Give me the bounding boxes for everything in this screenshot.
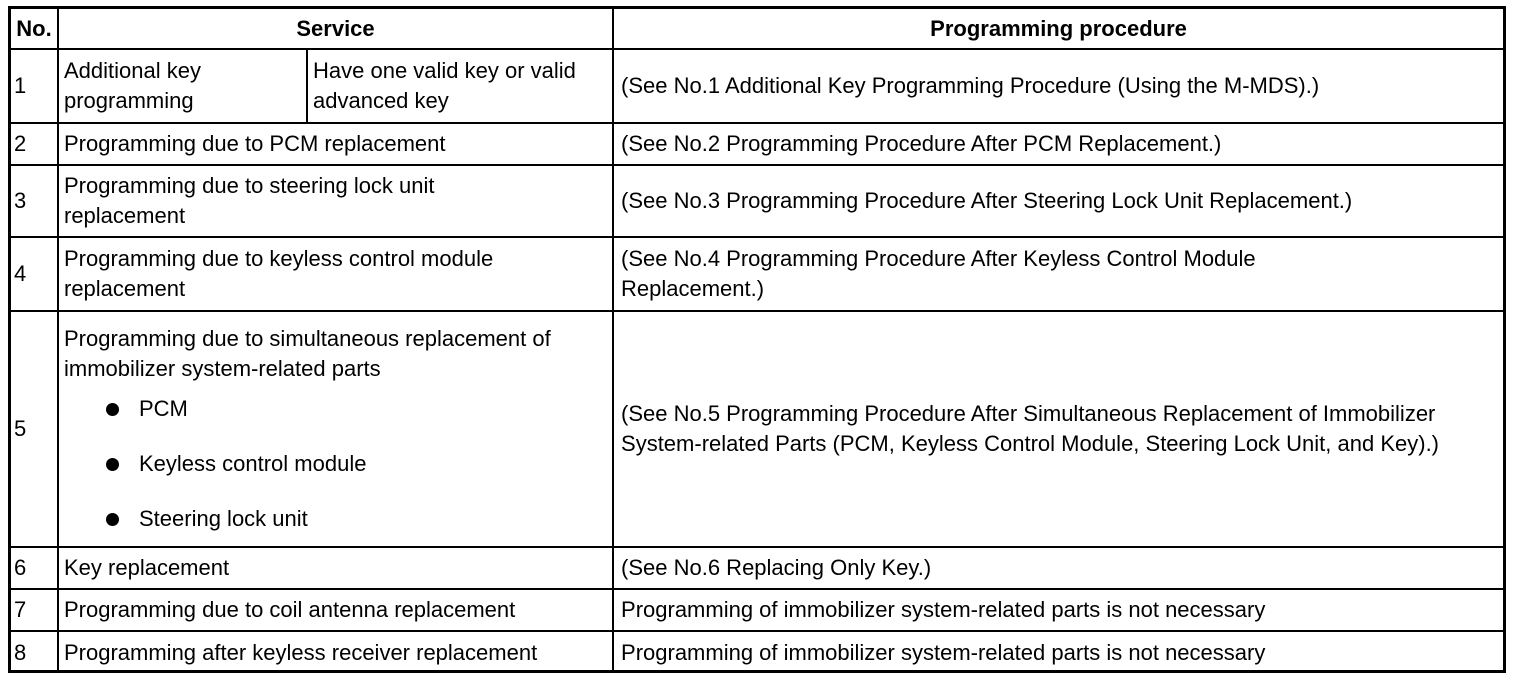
service-cell: Programming due to PCM replacement: [58, 123, 613, 165]
parts-list: [64, 394, 607, 534]
row-number: 8: [11, 631, 58, 673]
row-number: 5: [11, 311, 58, 547]
row-number: 2: [11, 123, 58, 165]
list-item: [64, 394, 607, 424]
procedure-text: (See No.4 Programming Procedure After Keyless Control Module Replacement.): [621, 246, 1256, 301]
service-cell: Additional key programming: [58, 49, 307, 123]
row-number: 6: [11, 547, 58, 589]
row-number: 3: [11, 165, 58, 237]
table-row: [11, 311, 1503, 547]
procedure-cell: Programming of immobilizer system-related parts is not necessary: [613, 589, 1503, 631]
header-no: No.: [11, 9, 58, 49]
procedure-cell: [613, 311, 1503, 547]
row-number: 4: [11, 237, 58, 311]
list-item-label: PCM: [139, 396, 188, 421]
bullet-icon: [106, 513, 119, 526]
service-cell: [58, 237, 613, 311]
list-item-label: Steering lock unit: [139, 506, 308, 531]
service-cell: Programming after keyless receiver replacement: [58, 631, 613, 673]
procedure-cell: (See No.1 Additional Key Programming Procedure (Using the M-MDS).): [613, 49, 1503, 123]
procedure-cell: (See No.2 Programming Procedure After PCM Replacement.): [613, 123, 1503, 165]
list-item-label: Keyless control module: [139, 451, 367, 476]
header-row: [11, 9, 1503, 49]
table-row: [11, 237, 1503, 311]
procedure-text: (See No.5 Programming Procedure After Simultaneous Replacement of Immobilizer System-related Parts (PCM, Keyless Control Module, Steering Lock Unit, and Key).): [621, 401, 1440, 456]
table-row: [11, 547, 1503, 589]
procedure-cell: Programming of immobilizer system-related parts is not necessary: [613, 631, 1503, 673]
row-number: 7: [11, 589, 58, 631]
service-cell: [58, 311, 613, 547]
header-procedure: Programming procedure: [613, 9, 1503, 49]
procedure-cell: (See No.6 Replacing Only Key.): [613, 547, 1503, 589]
row-number: 1: [11, 49, 58, 123]
table-row: [11, 123, 1503, 165]
table-row: [11, 631, 1503, 673]
procedure-cell: [613, 237, 1503, 311]
list-item: [64, 449, 607, 479]
programming-table-frame: [8, 6, 1506, 673]
service-text: Programming due to simultaneous replacement of immobilizer system-related parts: [64, 326, 551, 381]
condition-cell: Have one valid key or valid advanced key: [307, 49, 613, 123]
service-cell: Programming due to coil antenna replacement: [58, 589, 613, 631]
table-row: [11, 589, 1503, 631]
service-text: Programming due to steering lock unit replacement: [64, 173, 435, 228]
service-cell: [58, 165, 613, 237]
header-service: Service: [58, 9, 613, 49]
table-row: [11, 165, 1503, 237]
table-row: [11, 49, 1503, 123]
bullet-icon: [106, 458, 119, 471]
bullet-icon: [106, 403, 119, 416]
procedure-cell: (See No.3 Programming Procedure After Steering Lock Unit Replacement.): [613, 165, 1503, 237]
list-item: [64, 504, 607, 534]
service-cell: Key replacement: [58, 547, 613, 589]
service-text: Programming due to keyless control module replacement: [64, 246, 494, 301]
programming-table: [11, 9, 1503, 673]
